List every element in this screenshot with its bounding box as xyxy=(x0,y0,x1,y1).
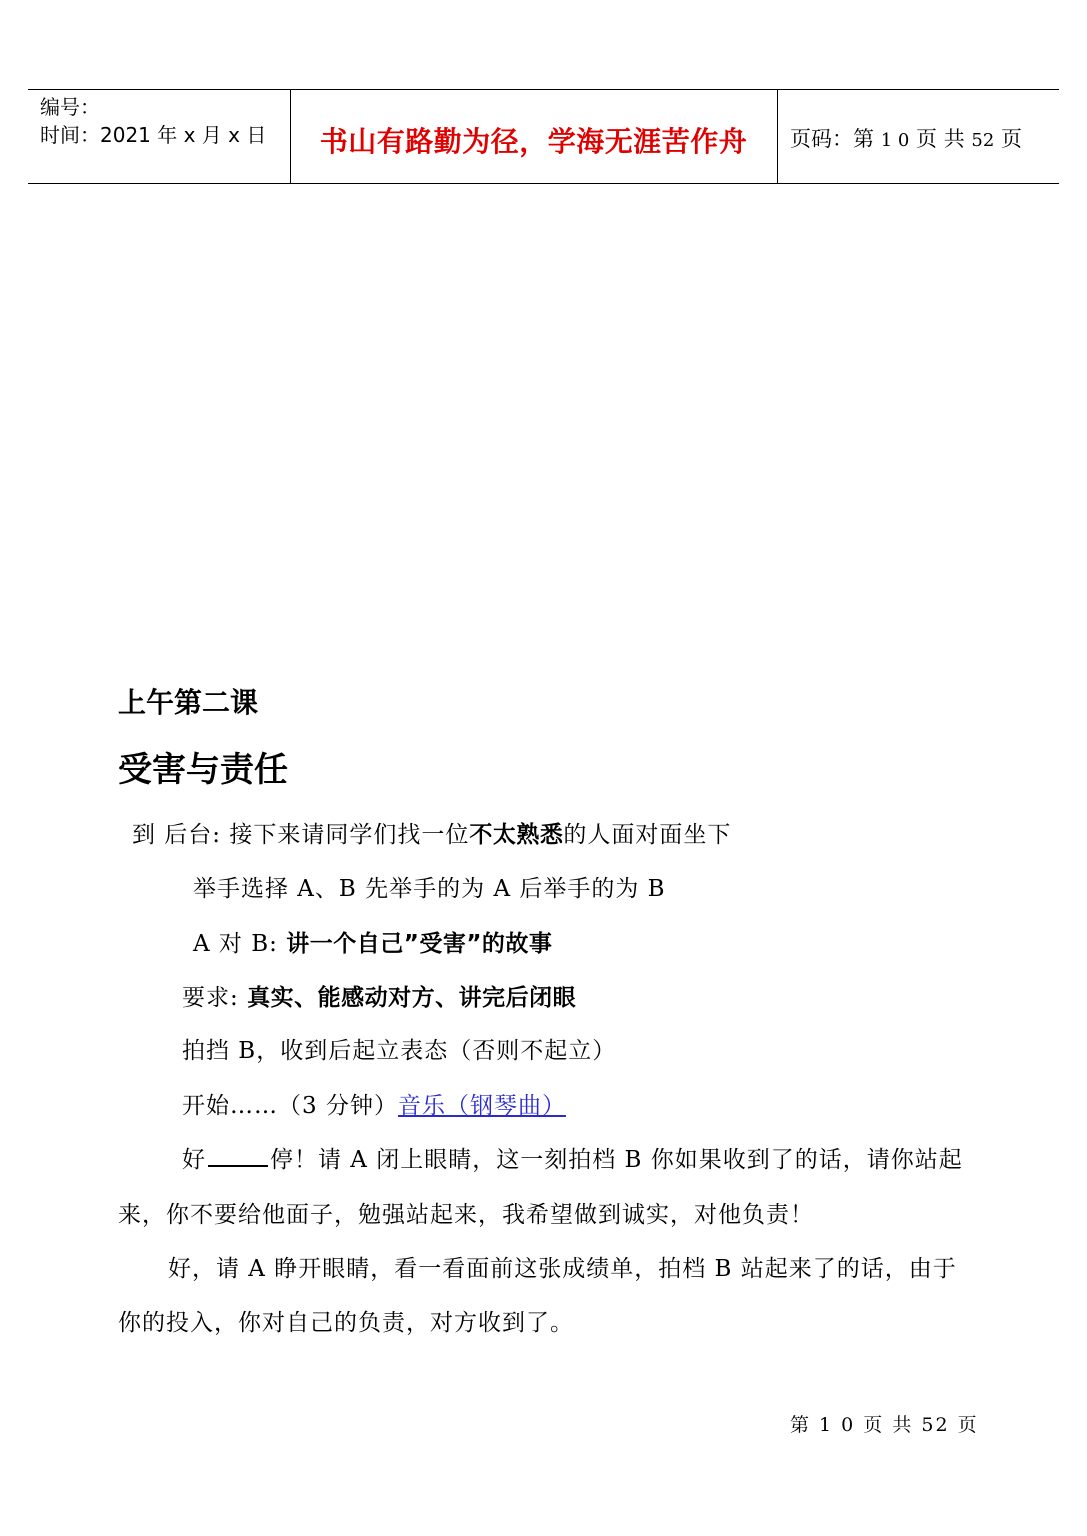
page-prefix: 页码：第 xyxy=(790,127,874,151)
page-title: 受害与责任 xyxy=(118,750,288,790)
paragraph-line xyxy=(182,979,576,1012)
page-footer: 第 1 0 页 共 52 页 xyxy=(790,1414,979,1436)
text-span: 到 后台: 接下来请同学们找一位 xyxy=(132,822,470,848)
paragraph-line xyxy=(193,925,552,958)
text-span: A 对 B: xyxy=(193,931,287,957)
paragraph-line xyxy=(182,1087,566,1120)
paragraph-line: 拍挡 B，收到后起立表态（否则不起立） xyxy=(182,1038,617,1064)
text-span: 的人面对面坐下 xyxy=(563,822,732,848)
text-span: 开始……（3 分钟） xyxy=(182,1093,398,1119)
bold-text: 讲一个自己”受害”的故事 xyxy=(286,931,553,957)
lesson-heading: 上午第二课 xyxy=(118,686,259,719)
text-span: 要求: xyxy=(182,985,248,1011)
header-motto: 书山有路勤为径，学海无涯苦作舟 xyxy=(319,125,748,158)
page-mid: 页 共 xyxy=(916,127,965,151)
time-label: 时间：2021 年 x 月 x 日 xyxy=(40,123,267,147)
header-divider xyxy=(777,90,778,183)
paragraph-line xyxy=(132,816,731,849)
page-current: 1 0 xyxy=(880,130,910,151)
bold-text: 真实、能感动对方、讲完后闭眼 xyxy=(247,985,577,1011)
page-total: 52 xyxy=(971,130,995,151)
document-header xyxy=(28,89,1059,184)
music-link[interactable]: 音乐（钢琴曲） xyxy=(397,1093,566,1119)
header-page-number xyxy=(790,123,1022,153)
paragraph-line: 来，你不要给他面子，勉强站起来，我希望做到诚实，对他负责！ xyxy=(118,1202,814,1228)
underline-blank xyxy=(208,1164,268,1167)
text-span: 停！请 A 闭上眼睛，这一刻拍档 B 你如果收到了的话，请你站起 xyxy=(270,1147,963,1173)
header-meta xyxy=(40,93,266,149)
paragraph-line xyxy=(182,1141,963,1174)
paragraph-line: 举手选择 A、B 先举手的为 A 后举手的为 B xyxy=(193,876,666,902)
page-suffix: 页 xyxy=(1000,127,1022,151)
paragraph-line: 你的投入，你对自己的负责，对方收到了。 xyxy=(118,1310,574,1336)
text-span: 好 xyxy=(182,1147,206,1173)
serial-label: 编号： xyxy=(40,95,100,119)
paragraph-line: 好，请 A 睁开眼睛，看一看面前这张成绩单，拍档 B 站起来了的话，由于 xyxy=(168,1256,957,1282)
bold-text: 不太熟悉 xyxy=(469,822,564,848)
